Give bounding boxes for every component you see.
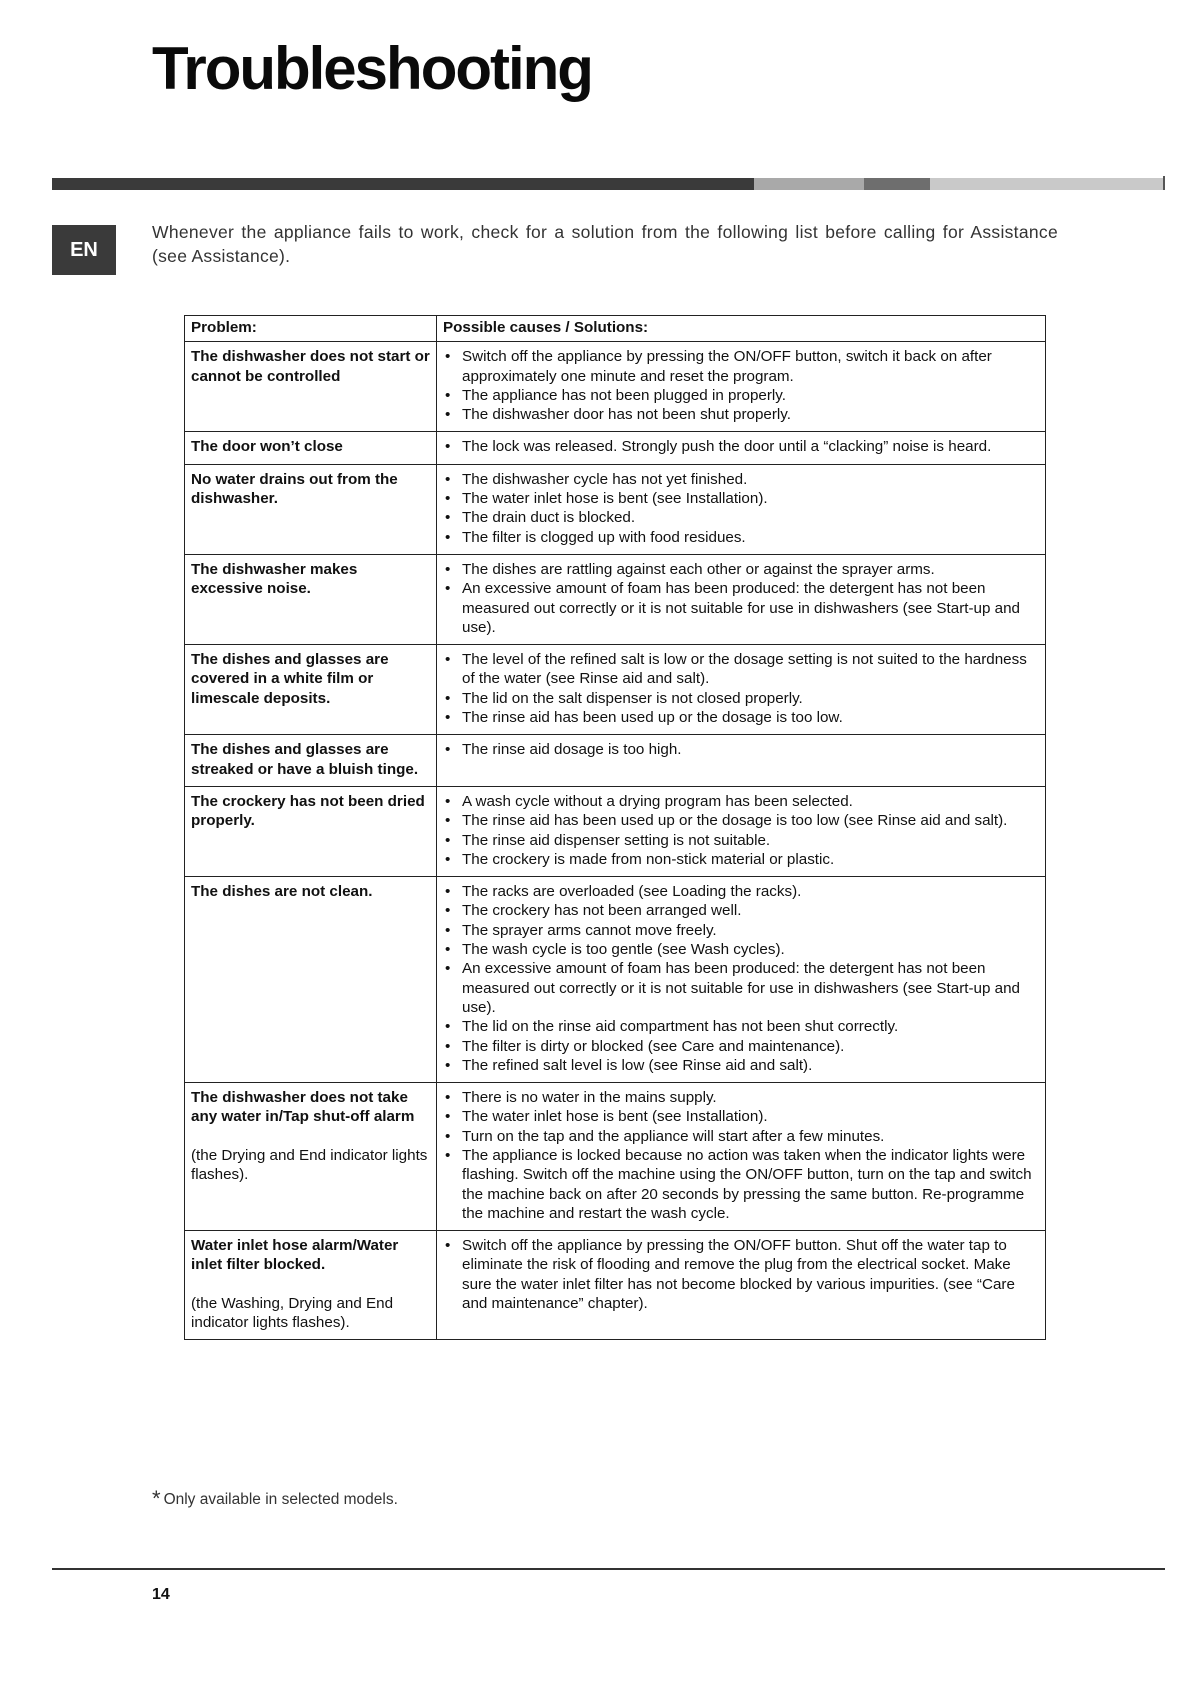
solutions-list (443, 560, 1039, 637)
problem-cell (185, 432, 437, 464)
solution-item: • The water inlet hose is bent (see Installation). (443, 1107, 1039, 1126)
solution-item: • The rinse aid has been used up or the dosage is too low. (443, 708, 1039, 727)
solution-item: • The appliance has not been plugged in properly. (443, 386, 1039, 405)
table-row (185, 554, 1046, 644)
problem-cell (185, 735, 437, 787)
page-title: Troubleshooting (152, 35, 592, 102)
intro-paragraph: Whenever the appliance fails to work, check for a solution from the following list before calling for Assistance (see Assistance). (152, 222, 1058, 266)
solution-item: • The racks are overloaded (see Loading the racks). (443, 882, 1039, 901)
problem-cell (185, 1083, 437, 1231)
solutions-list (443, 740, 1039, 759)
problem-note: (the Washing, Drying and End indicator lights flashes). (191, 1294, 394, 1332)
solutions-list (443, 1088, 1039, 1223)
problem-text: Water inlet hose alarm/Water inlet filter blocked. (191, 1237, 399, 1274)
solutions-cell (437, 1231, 1046, 1340)
solution-item: • The dishwasher door has not been shut properly. (443, 405, 1039, 424)
solution-item: • Turn on the tap and the appliance will start after a few minutes. (443, 1127, 1039, 1146)
solution-item: • An excessive amount of foam has been produced: the detergent has not been measured out correctly or it is not suitable for use in dishwashers (see Start-up and use). (443, 959, 1039, 1017)
solutions-list (443, 792, 1039, 869)
problem-cell (185, 645, 437, 735)
table-row (185, 464, 1046, 554)
solution-item: • The rinse aid has been used up or the dosage is too low (see Rinse aid and salt). (443, 811, 1039, 830)
problem-text: The dishwasher does not take any water in/Tap shut-off alarm (191, 1089, 415, 1126)
table-row (185, 735, 1046, 787)
solution-item: • The sprayer arms cannot move freely. (443, 921, 1039, 940)
table-row (185, 645, 1046, 735)
problem-cell (185, 342, 437, 432)
solution-item: • The level of the refined salt is low or the dosage setting is not suited to the hardness of the water (see Rinse aid and salt). (443, 650, 1039, 689)
solutions-list (443, 470, 1039, 547)
table-row (185, 1083, 1046, 1231)
problem-cell (185, 1231, 437, 1340)
solutions-cell (437, 1083, 1046, 1231)
solutions-list (443, 650, 1039, 727)
solution-item: • The refined salt level is low (see Rinse aid and salt). (443, 1056, 1039, 1075)
solution-item: • Switch off the appliance by pressing the ON/OFF button. Shut off the water tap to eliminate the risk of flooding and remove the plug from the electrical socket. Make sure the water inlet filter has not become blocked by various impurities. (see “Care and maintenance” chapter). (443, 1236, 1039, 1313)
solutions-cell (437, 342, 1046, 432)
solutions-list (443, 347, 1039, 424)
problem-cell (185, 786, 437, 876)
footnote-asterisk: * (152, 1486, 161, 1511)
solution-item: • The dishes are rattling against each other or against the sprayer arms. (443, 560, 1039, 579)
solution-item: • A wash cycle without a drying program has been selected. (443, 792, 1039, 811)
problem-text: The dishwasher makes excessive noise. (191, 560, 358, 598)
footnote (152, 1486, 398, 1512)
solutions-list (443, 437, 1039, 456)
solutions-cell (437, 786, 1046, 876)
footnote-text: Only available in selected models. (163, 1491, 398, 1508)
solutions-cell (437, 432, 1046, 464)
solution-item: • The lock was released. Strongly push the door until a “clacking” noise is heard. (443, 437, 1039, 456)
solution-item: • The rinse aid dosage is too high. (443, 740, 1039, 759)
footer-divider (52, 1568, 1165, 1570)
problem-text: The dishes and glasses are streaked or have a bluish tinge. (191, 741, 419, 778)
solution-item: • The wash cycle is too gentle (see Wash cycles). (443, 940, 1039, 959)
table-header-row (185, 316, 1046, 342)
solution-item: • The dishwasher cycle has not yet finished. (443, 470, 1039, 489)
problem-text: The dishes and glasses are covered in a white film or limescale deposits. (191, 651, 389, 707)
header-bar-segment-dark (52, 178, 754, 190)
table-body (185, 342, 1046, 1340)
problem-cell (185, 877, 437, 1083)
problem-note: (the Drying and End indicator lights flashes). (191, 1146, 428, 1183)
problem-text: The door won’t close (191, 438, 343, 456)
solution-item: • The drain duct is blocked. (443, 508, 1039, 527)
solution-item: • The water inlet hose is bent (see Installation). (443, 489, 1039, 508)
problem-text: The dishes are not clean. (191, 883, 373, 901)
problem-cell (185, 464, 437, 554)
solution-item: • The rinse aid dispenser setting is not suitable. (443, 831, 1039, 850)
header-bar-segment-mid-gray (864, 178, 930, 190)
table-row (185, 877, 1046, 1083)
solution-item: • The filter is dirty or blocked (see Care and maintenance). (443, 1037, 1039, 1056)
solution-item: • An excessive amount of foam has been produced: the detergent has not been measured out correctly or it is not suitable for use in dishwashers (see Start-up and use). (443, 579, 1039, 637)
table-row (185, 432, 1046, 464)
solutions-cell (437, 645, 1046, 735)
column-header-problem: Problem: (185, 316, 437, 342)
solution-item: • The filter is clogged up with food residues. (443, 528, 1039, 547)
page-number: 14 (152, 1586, 170, 1603)
solutions-cell (437, 877, 1046, 1083)
solution-item: • The crockery has not been arranged well. (443, 901, 1039, 920)
solution-item: • Switch off the appliance by pressing the ON/OFF button, switch it back on after approximately one minute and reset the program. (443, 347, 1039, 386)
solution-item: • There is no water in the mains supply. (443, 1088, 1039, 1107)
language-tab: EN (52, 225, 116, 275)
problem-text: The dishwasher does not start or cannot be controlled (191, 348, 430, 385)
problem-cell (185, 554, 437, 644)
problem-text: The crockery has not been dried properly. (191, 792, 425, 830)
header-bar-end-tick (1163, 176, 1165, 190)
solutions-cell (437, 464, 1046, 554)
solution-item: • The lid on the salt dispenser is not closed properly. (443, 689, 1039, 708)
solution-item: • The crockery is made from non-stick material or plastic. (443, 850, 1039, 869)
solutions-list (443, 882, 1039, 1075)
problem-text: No water drains out from the dishwasher. (191, 470, 398, 508)
table-row (185, 786, 1046, 876)
header-bar-segment-light-gray (754, 178, 864, 190)
header-bar-segment-pale (930, 178, 1164, 190)
solution-item: • The appliance is locked because no action was taken when the indicator lights were flashing. Switch off the machine using the ON/OFF button, turn on the tap and switch the machine back on after 20 seconds by pressing the same button. Re-programme the machine and restart the wash cycle. (443, 1146, 1039, 1223)
table-row (185, 342, 1046, 432)
column-header-solutions: Possible causes / Solutions: (437, 316, 1046, 342)
solutions-list (443, 1236, 1039, 1313)
table-row (185, 1231, 1046, 1340)
solution-item: • The lid on the rinse aid compartment has not been shut correctly. (443, 1017, 1039, 1036)
solutions-cell (437, 735, 1046, 787)
troubleshooting-table (184, 315, 1046, 1340)
solutions-cell (437, 554, 1046, 644)
